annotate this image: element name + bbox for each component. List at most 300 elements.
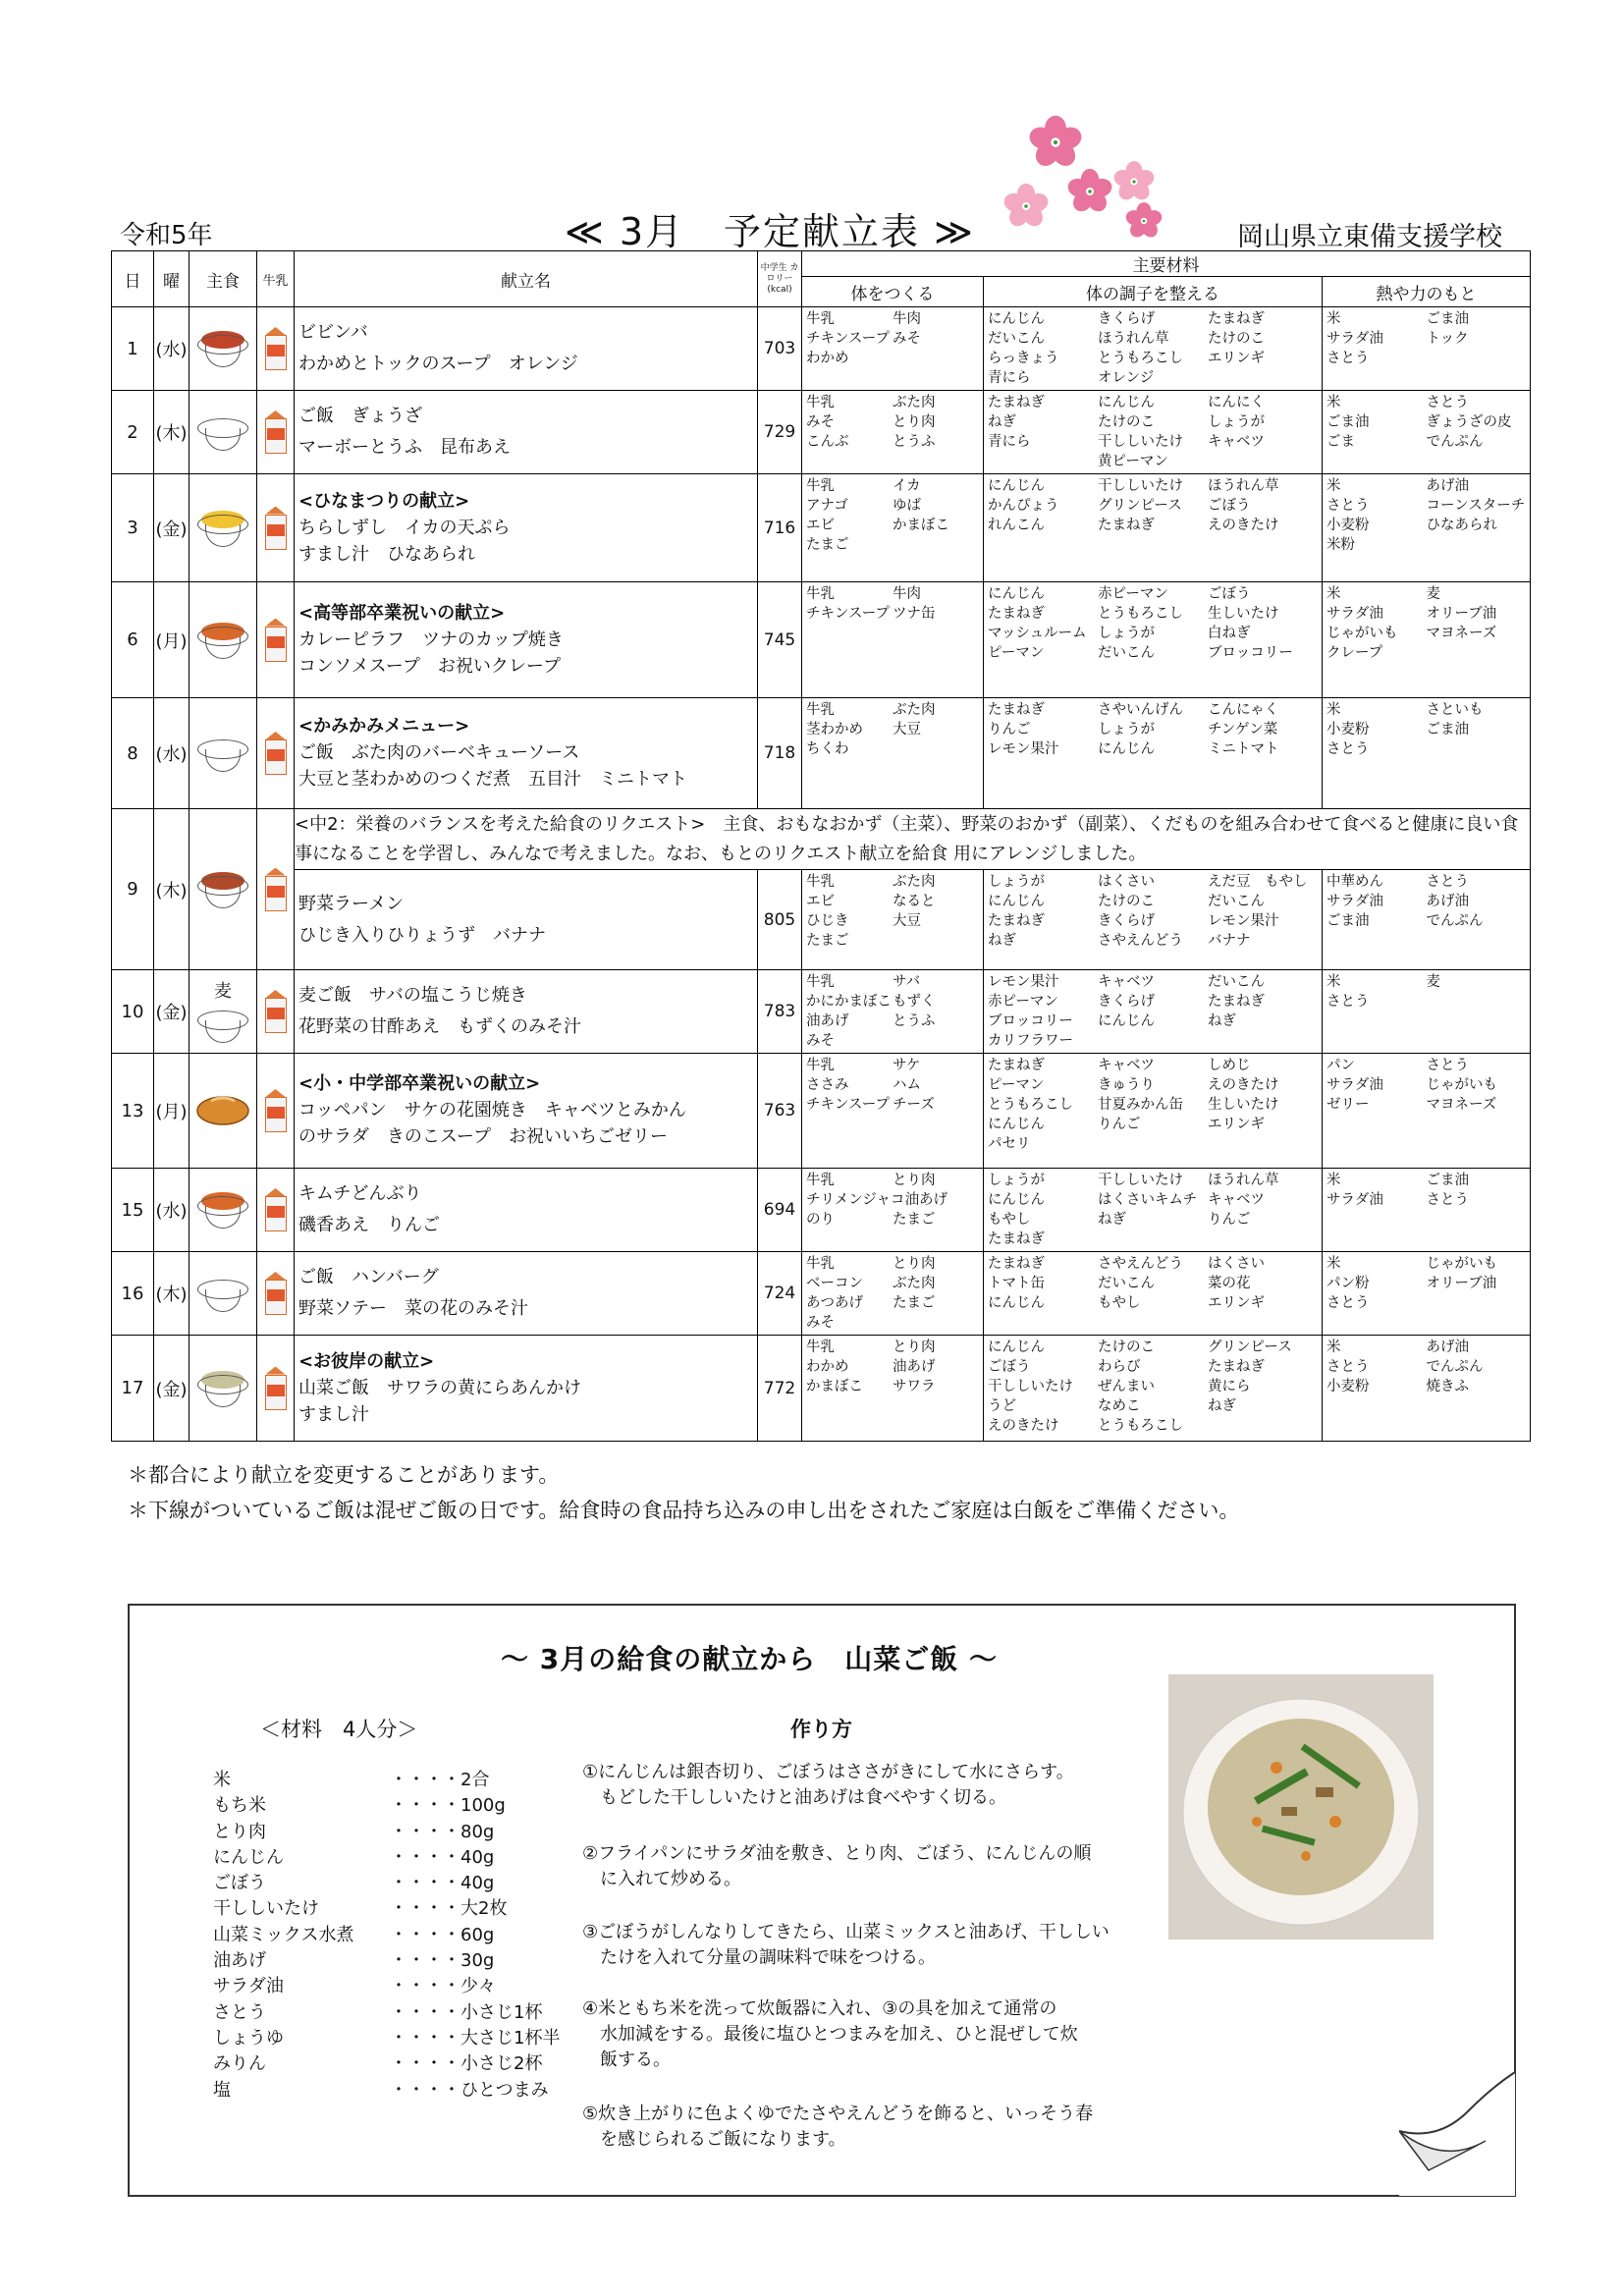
- ingredient-row: [1326, 700, 1526, 720]
- ingredient-row: [806, 872, 979, 892]
- menu-cell: [295, 582, 758, 698]
- dish-line: わかめとトックのスープ オレンジ: [298, 354, 578, 374]
- ingredient-row: [806, 309, 979, 329]
- ingredient-item: あげ油: [1426, 894, 1469, 909]
- ingredient-item: 油あげ: [893, 1359, 936, 1375]
- ingredient-item: にんじん: [1098, 1013, 1155, 1029]
- ingredient-item: 茎わかめ: [806, 722, 863, 738]
- ingredient-row: [1326, 1254, 1526, 1274]
- ingredient-row: [988, 604, 1318, 624]
- ingredient-item: 牛乳: [806, 1256, 835, 1272]
- ingredient-item: ねぎ: [1208, 1398, 1236, 1414]
- ingredient-row: [806, 535, 979, 555]
- dish-line: ひじき入りひりょうず バナナ: [298, 924, 546, 946]
- ingredient-row: [988, 516, 1318, 535]
- material-name: しょうゆ: [213, 2027, 284, 2049]
- dish-line: 大豆と茎わかめのつくだ煮 五目汁 ミニトマト: [298, 769, 687, 790]
- ingredient-item: にんじん: [988, 311, 1045, 327]
- ingredient-item: ねぎ: [988, 414, 1016, 430]
- material-quantity: ・・・・大2枚: [390, 1898, 508, 1920]
- ingredient-item: にんじん: [1098, 395, 1155, 410]
- ingredient-row: [1326, 624, 1526, 643]
- ingredients-body: [802, 698, 984, 809]
- ingredient-item: きくらげ: [1098, 994, 1155, 1010]
- ingredient-item: トック: [1426, 331, 1469, 347]
- ingredients-cond: [984, 474, 1323, 582]
- ingredient-item: じゃがいも: [1426, 1256, 1497, 1272]
- ingredient-item: ピーマン: [988, 645, 1045, 661]
- ingredient-item: はくさい: [1098, 874, 1155, 890]
- ingredient-item: わかめ: [806, 351, 849, 366]
- ingredient-row: [1326, 1075, 1526, 1095]
- milk-cell: [257, 1169, 295, 1252]
- ingredient-item: [1427, 992, 1527, 1011]
- ingredient-item: 油あげ: [806, 1013, 849, 1029]
- col-dow: 曜: [154, 251, 189, 307]
- ingredients-body: [802, 307, 984, 391]
- ingredient-row: [806, 992, 979, 1011]
- day-number: 2: [112, 391, 154, 474]
- ingredient-item: とり肉: [893, 1339, 936, 1355]
- ingredient-item: ささみ: [806, 1077, 849, 1093]
- rice-bowl-icon: [195, 732, 250, 775]
- ingredient-item: サラダ油: [1326, 894, 1383, 909]
- ingredient-item: 黄ピーマン: [1098, 454, 1168, 469]
- material-quantity: ・・・・2合: [390, 1770, 490, 1790]
- ingredient-item: なると: [893, 894, 936, 909]
- menu-cell: [295, 1252, 758, 1336]
- milk-cell: [257, 1252, 295, 1336]
- ingredient-item: とうもろこし: [988, 1097, 1073, 1113]
- ingredient-row: [806, 1031, 979, 1051]
- staple-cell: [189, 1054, 257, 1169]
- table-row: [112, 970, 1531, 1054]
- recipe-step-line: ②フライパンにサラダ油を敷き、とり肉、ごぼう、にんじんの順: [582, 1843, 1092, 1864]
- ingredient-item: でんぷん: [1426, 1359, 1484, 1375]
- ingredient-row: [988, 349, 1318, 368]
- staple-cell: [189, 809, 257, 970]
- ingredient-item: 牛乳: [806, 1173, 835, 1188]
- ingredient-row: [1326, 892, 1526, 911]
- ingredient-item: とうもろこし: [1098, 1418, 1183, 1434]
- ingredient-item: あげ油: [1426, 478, 1469, 494]
- ingredient-item: エリンギ: [1208, 351, 1265, 366]
- ingredient-item: えのきたけ: [1208, 1077, 1279, 1093]
- ingredients-energy: [1323, 307, 1531, 391]
- ingredient-item: [1427, 739, 1527, 759]
- ingredients-body: [802, 1336, 984, 1442]
- milk-carton-icon: [263, 1272, 289, 1315]
- staple-cell: [189, 698, 257, 809]
- ingredient-item: さとう: [1426, 874, 1469, 890]
- dish-line: 野菜ソテー 菜の花のみそ汁: [298, 1298, 528, 1319]
- ingredient-item: [1208, 1230, 1318, 1249]
- ingredient-row: [1326, 535, 1526, 555]
- staple-cell: [189, 391, 257, 474]
- ingredient-item: はくさい: [1208, 1256, 1265, 1272]
- ingredient-row: [988, 368, 1318, 388]
- ingredient-item: たけのこ: [1098, 1339, 1155, 1355]
- ingredient-item: [1098, 1230, 1208, 1249]
- dish-line: ご飯 ぎょうざ: [298, 406, 422, 426]
- material-quantity: ・・・・60g: [390, 1924, 495, 1945]
- material-quantity: ・・・・30g: [390, 1950, 495, 1972]
- dish-line: <高等部卒業祝いの献立>: [298, 602, 506, 624]
- ingredient-item: 焼きふ: [1426, 1379, 1469, 1394]
- ingredient-item: りんご: [1208, 1212, 1251, 1228]
- ingredient-item: 赤ピーマン: [1098, 586, 1168, 602]
- ingredients-cond: [984, 970, 1323, 1054]
- ingredient-row: [988, 911, 1318, 931]
- staple-cell: [189, 307, 257, 391]
- ingredient-item: 麦: [1426, 586, 1440, 602]
- ingredients-cond: [984, 1252, 1323, 1336]
- ingredient-row: [806, 349, 979, 368]
- ingredient-row: [1326, 584, 1526, 604]
- ingredient-item: ゆば: [893, 498, 921, 514]
- ingredient-item: たまご: [893, 1295, 936, 1311]
- col-kcal: 中学生 カロリー (kcal): [758, 251, 802, 307]
- ingredient-row: [1326, 432, 1526, 452]
- ingredients-energy: [1323, 870, 1531, 970]
- ingredient-row: [1326, 329, 1526, 349]
- day-of-week: (金): [154, 474, 189, 582]
- material-quantity: ・・・・大さじ1杯半: [390, 2027, 561, 2049]
- ingredient-item: マッシュルーム: [988, 626, 1087, 641]
- ingredient-item: ごま油: [1426, 722, 1469, 738]
- ingredient-item: たまねぎ: [988, 913, 1045, 929]
- ingredient-item: 油あげ: [904, 1192, 948, 1208]
- ingredient-item: オレンジ: [1098, 370, 1155, 386]
- ingredient-item: [988, 452, 1098, 471]
- table-row: [112, 307, 1531, 391]
- ingredient-item: しょうが: [1098, 626, 1155, 641]
- ingredient-item: みそ: [806, 1315, 835, 1331]
- ingredient-item: だいこん: [1098, 1276, 1155, 1291]
- dish-line: ご飯 ぶた肉のバーベキューソース: [298, 742, 580, 763]
- ingredients-energy: [1323, 391, 1531, 474]
- ingredient-row: [1326, 393, 1526, 412]
- dish-line: 花野菜の甘酢あえ もずくのみそ汁: [298, 1016, 581, 1037]
- ingredient-row: [806, 700, 979, 720]
- ingredient-item: ごぼう: [988, 1359, 1031, 1375]
- ingredient-item: なめこ: [1098, 1398, 1141, 1414]
- ingredient-item: にんじん: [988, 1339, 1045, 1355]
- ingredient-item: こんぶ: [806, 434, 849, 450]
- rice-bowl-icon: [195, 410, 250, 454]
- ingredient-row: [1326, 739, 1526, 759]
- ingredient-row: [988, 584, 1318, 604]
- menu-cell: [295, 474, 758, 582]
- milk-cell: [257, 474, 295, 582]
- ingredient-row: [806, 1377, 979, 1396]
- menu-cell: [295, 391, 758, 474]
- ingredient-item: ごま油: [1326, 913, 1370, 929]
- page-curl-icon: [1399, 2072, 1515, 2196]
- col-body: 体をつくる: [802, 277, 984, 307]
- table-row: [112, 391, 1531, 474]
- ingredient-item: さとう: [1426, 395, 1469, 410]
- ingredient-row: [988, 931, 1318, 951]
- milk-cell: [257, 970, 295, 1054]
- col-energy: 熱や力のもと: [1323, 277, 1531, 307]
- ingredient-row: [1326, 476, 1526, 496]
- col-menu: 献立名: [295, 251, 758, 307]
- milk-cell: [257, 809, 295, 970]
- ingredient-item: にんじん: [988, 1117, 1045, 1132]
- day-of-week: (金): [154, 970, 189, 1054]
- ingredient-item: キャベツ: [1098, 1058, 1155, 1073]
- ingredient-item: れんこん: [988, 518, 1045, 533]
- ingredient-item: [1427, 535, 1527, 555]
- ingredient-row: [806, 1056, 979, 1075]
- ingredient-item: しょうが: [988, 1173, 1045, 1188]
- ingredient-item: ごま油: [1326, 414, 1370, 430]
- dish-line: すまし汁: [298, 1403, 369, 1425]
- material-quantity: ・・・・小さじ2杯: [390, 2053, 543, 2075]
- ingredient-row: [988, 972, 1318, 992]
- ingredient-item: とうふ: [893, 434, 936, 450]
- staple-cell: [189, 970, 257, 1054]
- ingredient-item: とうもろこし: [1098, 351, 1183, 366]
- ingredient-item: さやえんどう: [1098, 1256, 1183, 1272]
- ingredient-item: たまねぎ: [988, 702, 1045, 718]
- ingredient-item: ブロッコリー: [1208, 645, 1293, 661]
- ingredient-item: [1208, 368, 1318, 388]
- ingredient-item: ピーマン: [988, 1077, 1045, 1093]
- day-of-week: (水): [154, 307, 189, 391]
- ingredient-item: 牛肉: [893, 311, 921, 327]
- ingredient-item: でんぷん: [1426, 434, 1484, 450]
- curry-pilaf-icon: [195, 619, 250, 662]
- ingredient-item: たまねぎ: [988, 606, 1045, 622]
- dish-line: <お彼岸の献立>: [298, 1350, 435, 1372]
- ingredient-item: クレープ: [1326, 645, 1383, 661]
- kcal-value: 703: [758, 307, 802, 391]
- day-number: 3: [112, 474, 154, 582]
- col-condition: 体の調子を整える: [984, 277, 1323, 307]
- ingredient-item: サラダ油: [1326, 331, 1383, 347]
- ingredient-row: [806, 1095, 979, 1115]
- ingredient-row: [988, 1357, 1318, 1377]
- staple-label: 麦: [214, 981, 232, 1002]
- ingredient-item: エリンギ: [1208, 1295, 1265, 1311]
- recipe-step-line: もどした干ししいたけと油あげは食べやすく切る。: [582, 1787, 1006, 1808]
- ingredient-item: ぶた肉: [893, 702, 936, 718]
- ingredients-cond: [984, 1169, 1323, 1252]
- ingredient-item: [1208, 1031, 1318, 1051]
- recipe-step-line: 水加減をする。最後に塩ひとつまみを加え、ひと混ぜして炊: [582, 2024, 1078, 2045]
- recipe-step-line: ⑤炊き上がりに色よくゆでたさやえんどうを飾ると、いっそう春: [582, 2104, 1094, 2124]
- ingredient-row: [988, 412, 1318, 432]
- recipe-step: [582, 1760, 1142, 1811]
- ingredients-cond: [984, 391, 1323, 474]
- ingredient-item: パン: [1326, 1058, 1355, 1073]
- kcal-value: 772: [758, 1336, 802, 1442]
- dish-line: ちらしずし イカの天ぷら: [298, 517, 511, 538]
- ingredient-item: たまねぎ: [1098, 518, 1155, 533]
- day-of-week: (木): [154, 809, 189, 970]
- ingredient-item: さやいんげん: [1098, 702, 1183, 718]
- ingredient-item: ねぎ: [1098, 1212, 1126, 1228]
- ingredient-item: [1427, 643, 1527, 663]
- dish-line: ビビンバ: [298, 322, 368, 343]
- table-row: [112, 1054, 1531, 1169]
- note-mixed-rice: ＊下線がついているご飯は混ぜご飯の日です。給食時の食品持ち込みの申し出をされたご家庭は白飯をご準備ください。: [128, 1499, 1240, 1522]
- ingredient-row: [1326, 1338, 1526, 1357]
- ingredients-energy: [1323, 582, 1531, 698]
- ramen-icon: [195, 868, 250, 911]
- ingredient-row: [1326, 1056, 1526, 1075]
- ingredient-row: [1326, 1293, 1526, 1313]
- recipe-step-line: たけを入れて分量の調味料で味をつける。: [582, 1947, 936, 1968]
- ingredients-body: [802, 870, 984, 970]
- ingredient-row: [988, 643, 1318, 663]
- ingredient-item: しょうが: [1098, 722, 1155, 738]
- milk-carton-icon: [263, 868, 289, 911]
- ingredient-item: みそ: [806, 1033, 835, 1049]
- ingredient-item: きくらげ: [1098, 311, 1155, 327]
- ingredient-item: えのきたけ: [988, 1418, 1059, 1434]
- table-row: [112, 698, 1531, 809]
- ingredients-cond: [984, 1054, 1323, 1169]
- ingredient-item: 牛乳: [806, 586, 835, 602]
- ingredient-row: [806, 432, 979, 452]
- ingredient-item: ねぎ: [1208, 1013, 1236, 1029]
- ingredient-item: たけのこ: [1098, 894, 1155, 909]
- ingredient-row: [1326, 1171, 1526, 1190]
- dish-line: 麦ご飯 サバの塩こうじ焼き: [298, 985, 527, 1006]
- ingredient-item: しょうが: [1208, 414, 1265, 430]
- ingredient-item: じゃがいも: [1426, 1077, 1497, 1093]
- recipe-title: ～ 3月の給食の献立から 山菜ご飯 ～: [501, 1643, 998, 1675]
- ingredient-item: にんにく: [1208, 395, 1265, 410]
- recipe-step-line: に入れて炒める。: [582, 1869, 741, 1889]
- method-heading: 作り方: [790, 1718, 852, 1741]
- dish-line: ご飯 ハンバーグ: [298, 1267, 439, 1287]
- milk-cell: [257, 582, 295, 698]
- ingredient-item: [1208, 452, 1318, 471]
- ingredient-item: 牛乳: [806, 702, 835, 718]
- ingredient-row: [806, 1357, 979, 1377]
- ingredient-item: 米: [1326, 311, 1341, 327]
- day-of-week: (水): [154, 1169, 189, 1252]
- ingredient-item: ぶた肉: [893, 395, 936, 410]
- milk-carton-icon: [263, 1367, 289, 1410]
- ingredient-item: カリフラワー: [988, 1033, 1073, 1049]
- ingredient-item: じゃがいも: [1326, 626, 1398, 641]
- ingredient-item: チンゲン菜: [1208, 722, 1278, 738]
- ingredient-item: たまねぎ: [988, 1231, 1045, 1247]
- ingredient-item: もやし: [988, 1212, 1031, 1228]
- dish-line: <小・中学部卒業祝いの献立>: [298, 1073, 541, 1094]
- ingredient-item: だいこん: [988, 331, 1045, 347]
- day-number: 16: [112, 1252, 154, 1336]
- ingredient-row: [806, 476, 979, 496]
- ingredient-row: [806, 1011, 979, 1031]
- ingredient-row: [988, 1115, 1318, 1134]
- ingredient-item: もずく: [893, 994, 936, 1010]
- staple-cell: [189, 1336, 257, 1442]
- ingredient-row: [988, 1274, 1318, 1293]
- ingredient-item: 米粉: [1326, 537, 1355, 553]
- ingredient-item: さやえんどう: [1098, 933, 1183, 949]
- ingredient-row: [988, 1254, 1318, 1274]
- table-row: [112, 474, 1531, 582]
- dish-line: 磯香あえ りんご: [298, 1215, 440, 1235]
- ingredient-item: エビ: [806, 518, 835, 533]
- ingredient-item: エビ: [806, 894, 835, 909]
- recipe-step-line: ④米ともち米を洗って炊飯器に入れ、③の具を加えて通常の: [582, 1998, 1057, 2019]
- ingredient-item: かまぼこ: [806, 1379, 863, 1394]
- material-name: さとう: [213, 2001, 266, 2023]
- day-of-week: (金): [154, 1336, 189, 1442]
- ingredient-item: レモン果汁: [988, 741, 1059, 757]
- ingredients-body: [802, 391, 984, 474]
- material-quantity: ・・・・80g: [390, 1821, 495, 1842]
- material-name: みりん: [213, 2053, 266, 2075]
- ingredient-row: [1326, 1377, 1526, 1396]
- ingredient-row: [988, 329, 1318, 349]
- sansai-rice-icon: [195, 1367, 250, 1410]
- ingredient-item: みそ: [806, 414, 835, 430]
- bibimbap-icon: [195, 327, 250, 370]
- ingredient-item: さとう: [1326, 351, 1370, 366]
- milk-cell: [257, 698, 295, 809]
- ingredient-item: トマト缶: [988, 1276, 1045, 1291]
- dish-line: <かみかみメニュー>: [298, 716, 470, 737]
- ingredient-item: にんじん: [988, 1295, 1045, 1311]
- staple-cell: [189, 582, 257, 698]
- ingredient-item: [1427, 349, 1527, 368]
- ingredient-row: [988, 1338, 1318, 1357]
- ingredient-item: ツナ缶: [893, 606, 936, 622]
- ingredient-row: [988, 1210, 1318, 1230]
- ingredient-item: さとう: [1426, 1192, 1469, 1208]
- menu-cell: [295, 1054, 758, 1169]
- ingredient-item: とり肉: [893, 1256, 936, 1272]
- ingredient-row: [806, 393, 979, 412]
- ingredient-item: 牛乳: [806, 1058, 835, 1073]
- ingredient-item: アナゴ: [806, 498, 848, 514]
- ingredient-item: 中華めん: [1326, 874, 1383, 890]
- ingredient-item: 米: [1326, 702, 1341, 718]
- ingredients-body: [802, 970, 984, 1054]
- ingredient-item: キャベツ: [1208, 434, 1265, 450]
- ingredient-item: らっきょう: [988, 351, 1059, 366]
- ingredient-item: マヨネーズ: [1426, 626, 1497, 641]
- ingredient-item: 牛乳: [806, 1339, 835, 1355]
- ingredients-cond: [984, 307, 1323, 391]
- ingredient-item: キャベツ: [1098, 974, 1155, 990]
- ingredient-item: ブロッコリー: [988, 1013, 1073, 1029]
- material-name: 塩: [213, 2079, 231, 2101]
- day-number: 15: [112, 1169, 154, 1252]
- ingredient-row: [1326, 604, 1526, 624]
- ingredient-item: ねぎ: [988, 933, 1016, 949]
- day-number: 1: [112, 307, 154, 391]
- ingredients-cond: [984, 698, 1323, 809]
- menu-table: [111, 250, 1531, 1442]
- ingredient-row: [1326, 992, 1526, 1011]
- day-of-week: (月): [154, 1054, 189, 1169]
- ingredient-item: えだ豆 もやし: [1208, 874, 1308, 890]
- ingredient-row: [988, 432, 1318, 452]
- ingredient-item: きくらげ: [1098, 913, 1155, 929]
- ingredient-item: たまねぎ: [1208, 994, 1265, 1010]
- ingredient-item: [1098, 1031, 1208, 1051]
- milk-carton-icon: [263, 1089, 289, 1132]
